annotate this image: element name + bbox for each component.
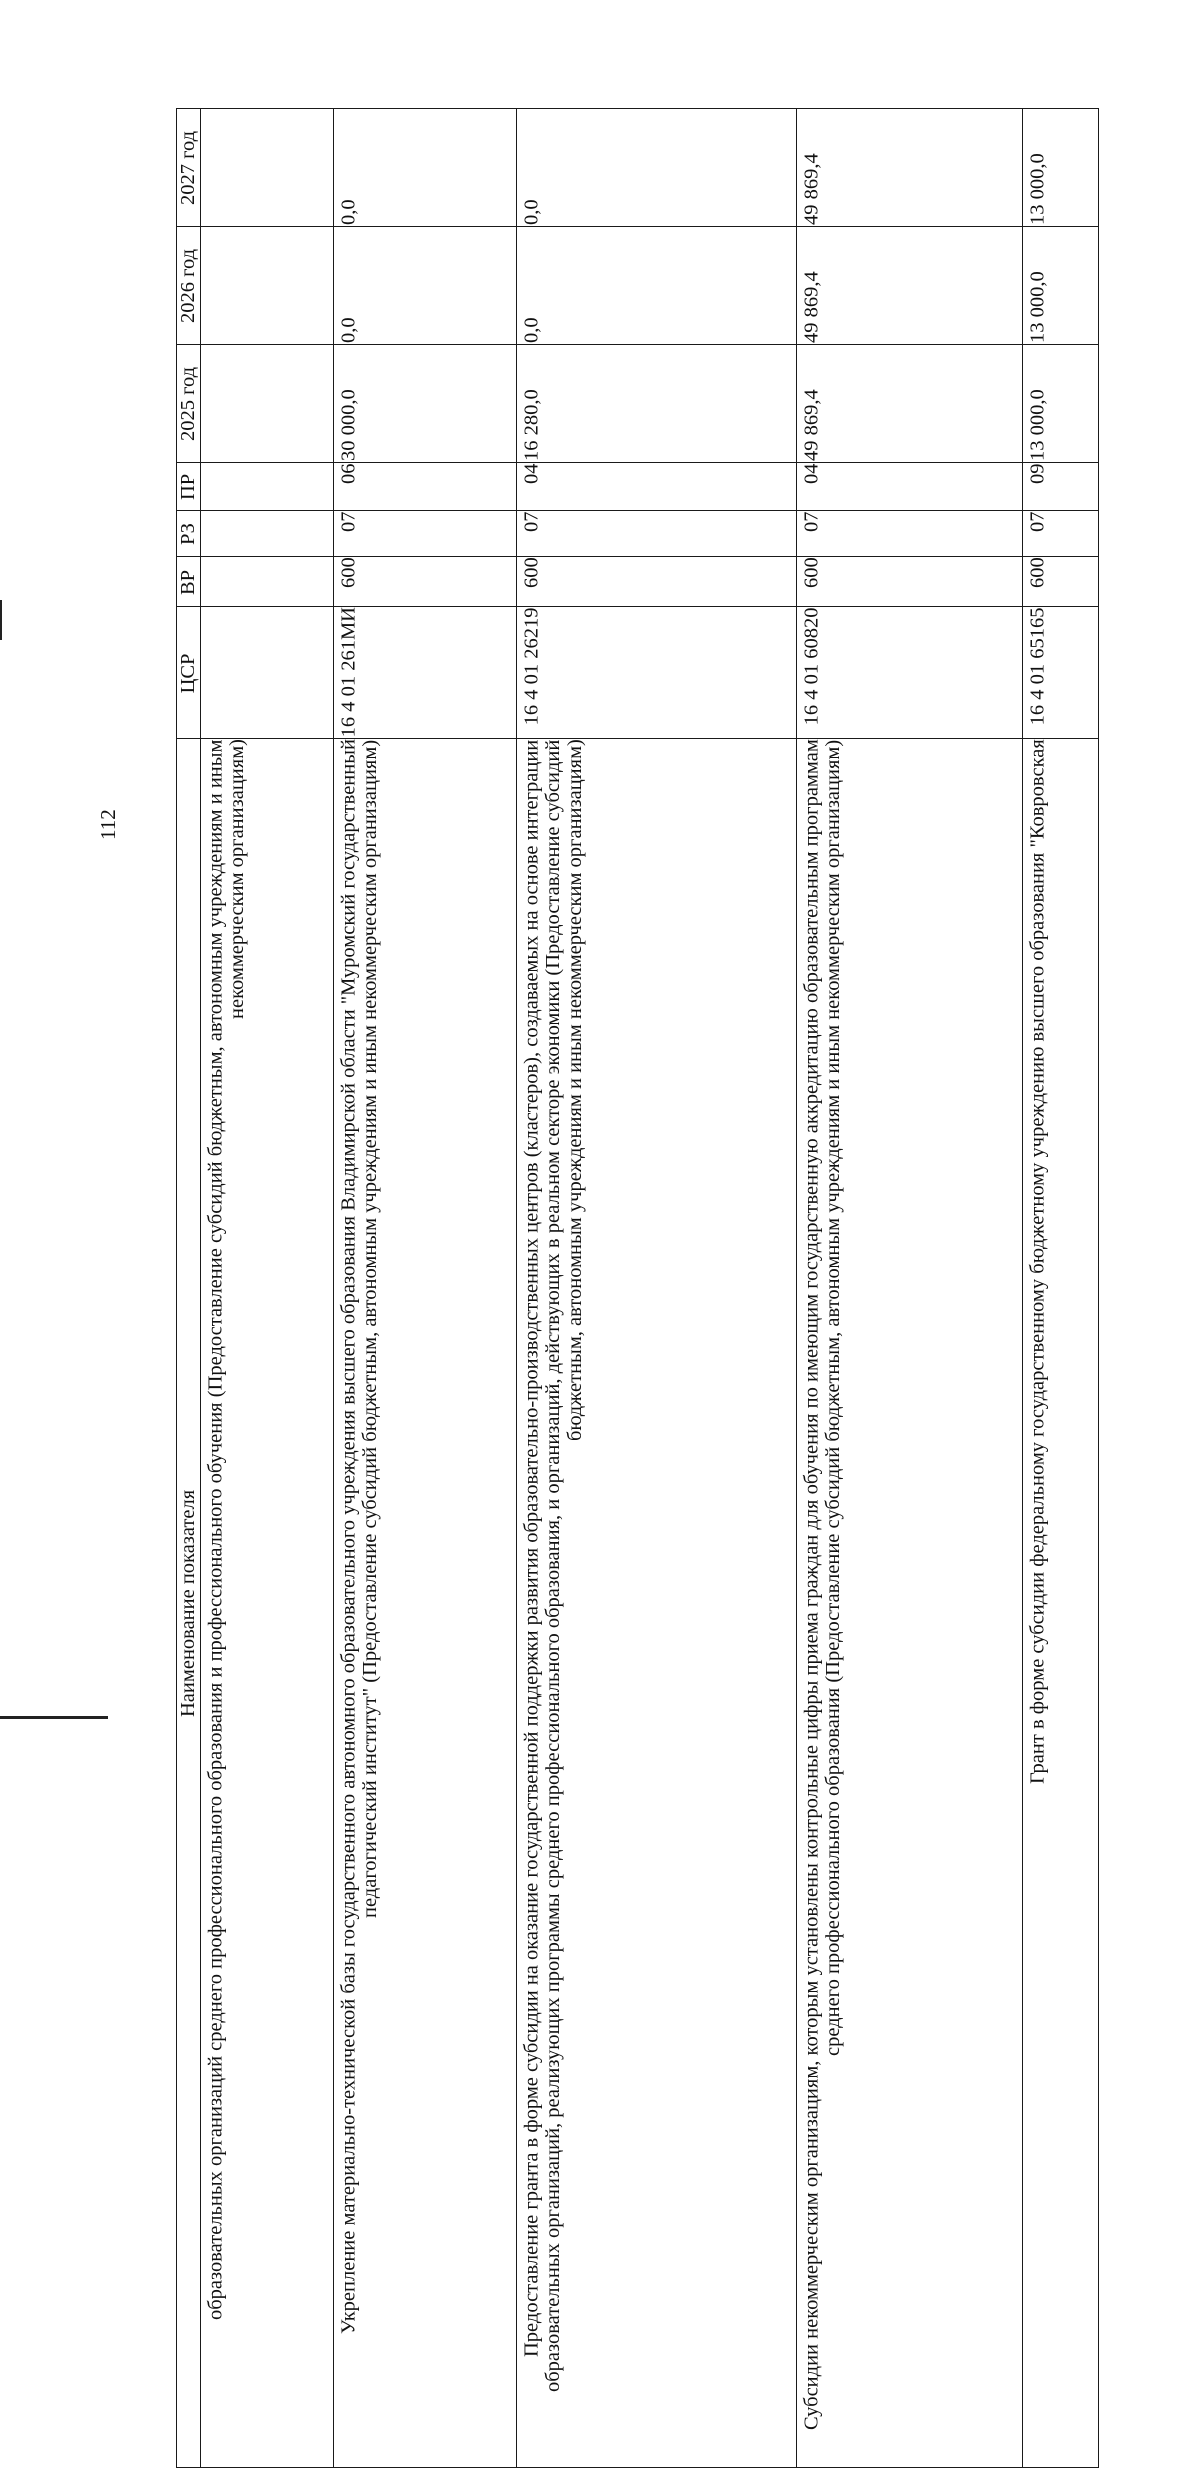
cell-name: Грант в форме субсидии федеральному государственному бюджетному учреждению высшего образования "Ковровская <box>1023 739 1099 2468</box>
cell-vr: 600 <box>1023 557 1099 607</box>
column-header-name: Наименование показателя <box>177 739 201 2468</box>
field-row-name <box>177 739 1099 2468</box>
column-header-rz: РЗ <box>177 511 201 557</box>
cell-y2025: 13 000,0 <box>1023 345 1099 463</box>
cell-csr: 16 4 01 65165 <box>1023 607 1099 739</box>
cell-pr: 06 <box>334 463 517 511</box>
column-header-pr: ПР <box>177 463 201 511</box>
cell-y2027: 13 000,0 <box>1023 109 1099 227</box>
scan-edge-mark <box>0 1716 108 1719</box>
cell-y2026: 13 000,0 <box>1023 227 1099 345</box>
budget-table <box>176 108 1099 2468</box>
cell-csr: 16 4 01 26219 <box>517 607 797 739</box>
column-header-vr: ВР <box>177 557 201 607</box>
field-row-vr <box>177 557 1099 607</box>
column-header-csr: ЦСР <box>177 607 201 739</box>
cell-rz: 07 <box>334 511 517 557</box>
field-row-y2027 <box>177 109 1099 227</box>
field-row-y2026 <box>177 227 1099 345</box>
cell-y2026: 0,0 <box>334 227 517 345</box>
cell-pr: 04 <box>797 463 1023 511</box>
scan-edge-mark <box>0 600 2 640</box>
cell-name: Укрепление материально-технической базы государственного автономного образовательного учреждения высшего образования Владимирской области "Муромский государственный педагогический институт" (Предоставление субсидий бюджетным, автономным учреждениям и иным некоммерческим организациям) <box>334 739 517 2468</box>
cell-y2025: 16 280,0 <box>517 345 797 463</box>
cell-y2025: 49 869,4 <box>797 345 1023 463</box>
cell-rz: 07 <box>517 511 797 557</box>
cell-csr: 16 4 01 60820 <box>797 607 1023 739</box>
budget-table-rotated <box>176 108 1098 1043</box>
cell-y2027: 49 869,4 <box>797 109 1023 227</box>
cell-y2027: 0,0 <box>517 109 797 227</box>
cell-vr: 600 <box>334 557 517 607</box>
cell-vr <box>201 557 334 607</box>
field-row-y2025 <box>177 345 1099 463</box>
field-row-pr <box>177 463 1099 511</box>
page-number: 112 <box>98 809 119 840</box>
cell-y2025: 30 000,0 <box>334 345 517 463</box>
cell-pr: 04 <box>517 463 797 511</box>
cell-y2027: 0,0 <box>334 109 517 227</box>
column-header-y2027: 2027 год <box>177 109 201 227</box>
cell-vr: 600 <box>797 557 1023 607</box>
cell-y2026: 49 869,4 <box>797 227 1023 345</box>
cell-csr <box>201 607 334 739</box>
column-header-y2025: 2025 год <box>177 345 201 463</box>
cell-rz <box>201 511 334 557</box>
cell-csr: 16 4 01 261МИ <box>334 607 517 739</box>
cell-name: Субсидии некоммерческим организациям, которым установлены контрольные цифры приема граждан для обучения по имеющим государственную аккредитацию образовательным программам среднего профессионального образования (Предоставление субсидий бюджетным, автономным учреждениям и иным некоммерческим организациям) <box>797 739 1023 2468</box>
cell-name: Предоставление гранта в форме субсидии на оказание государственной поддержки развития образовательно-производственных центров (кластеров), создаваемых на основе интеграции образовательных организаций, реализующих программы среднего профессионального образования, и организаций, действующих в реальном секторе экономики (Предоставление субсидий бюджетным, автономным учреждениям и иным некоммерческим организациям) <box>517 739 797 2468</box>
cell-y2025 <box>201 345 334 463</box>
cell-rz: 07 <box>1023 511 1099 557</box>
field-row-rz <box>177 511 1099 557</box>
cell-y2026 <box>201 227 334 345</box>
field-row-csr <box>177 607 1099 739</box>
cell-pr: 09 <box>1023 463 1099 511</box>
cell-name: образовательных организаций среднего профессионального образования и профессионального обучения (Предоставление субсидий бюджетным, автономным учреждениям и иным некоммерческим организациям) <box>201 739 334 2468</box>
cell-y2027 <box>201 109 334 227</box>
cell-pr <box>201 463 334 511</box>
column-header-y2026: 2026 год <box>177 227 201 345</box>
cell-rz: 07 <box>797 511 1023 557</box>
cell-y2026: 0,0 <box>517 227 797 345</box>
cell-vr: 600 <box>517 557 797 607</box>
